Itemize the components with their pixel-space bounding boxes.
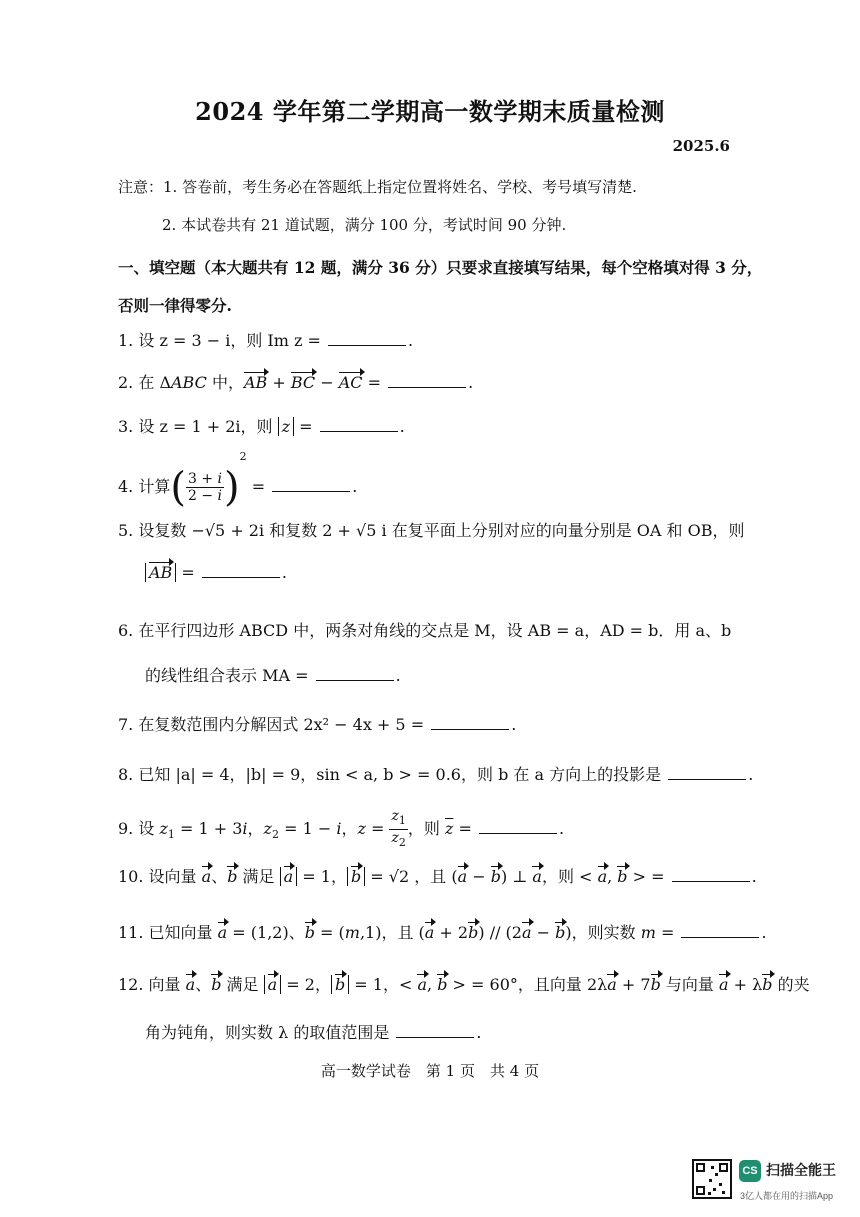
question-10: 10. 设向量 a、b 满足 a = 1， b = √2 ，且 (a − b) ⊥ a，则 < a, b > = . — [118, 867, 757, 886]
question-1: 1. 设 z = 3 − i，则 Im z = . — [118, 331, 414, 350]
question-number: 11. — [118, 923, 144, 942]
question-text: 已知 |a| = 4，|b| = 9，sin < a, b > = 0.6，则 b 在 a 方向上的投影是 — [138, 765, 662, 784]
answer-blank[interactable] — [316, 666, 394, 681]
question-number: 5. — [118, 521, 134, 540]
question-number: 4. — [118, 477, 134, 496]
question-5 — [118, 518, 745, 541]
notice-line-1: 注意：1. 答卷前，考生务必在答题纸上指定位置将姓名、学校、考号填写清楚. — [118, 178, 637, 196]
question-11: 11. 已知向量 a = (1,2)、b = (m,1)，且 (a + 2b) // (2a − b)，则实数 m = . — [118, 923, 767, 942]
qr-code-icon — [692, 1159, 732, 1199]
answer-blank[interactable] — [431, 715, 509, 730]
camscanner-tagline: 3亿人都在用的扫描App — [740, 1191, 834, 1201]
answer-blank[interactable] — [681, 923, 759, 938]
question-5-answer-line: AB = . — [145, 563, 287, 582]
question-4: 4. 计算( $\frac{3 + i}{2 - i}$ )$^2$ = . — [118, 450, 358, 511]
question-6 — [118, 618, 731, 641]
notice-line-2: 2. 本试卷共有 21 道试题，满分 100 分，考试时间 90 分钟. — [162, 216, 567, 234]
section-heading-line-2: 否则一律得零分. — [118, 296, 232, 315]
page-footer: 高一数学试卷 第 1 页 共 4 页 — [320, 1062, 540, 1080]
question-9: 9. 设 $z_1 = 1 + 3i$，$z_2 = 1 - i$，z = $\frac{z_1}{z_2}$ ，则 $\overline{z}$ = . — [118, 808, 565, 849]
question-text: 角为钝角，则实数 λ 的取值范围是 — [145, 1023, 390, 1042]
question-number: 2. — [118, 373, 134, 392]
answer-blank[interactable] — [202, 563, 280, 578]
question-number: 6. — [118, 621, 134, 640]
answer-blank[interactable] — [396, 1023, 474, 1038]
exam-date: 2025.6 — [672, 137, 730, 155]
answer-blank[interactable] — [320, 417, 398, 432]
answer-blank[interactable] — [272, 477, 350, 492]
question-text: 设复数 −√5 + 2i 和复数 2 + √5 i 在复平面上分别对应的向量分别是 OA 和 OB，则 — [138, 521, 745, 540]
answer-blank[interactable] — [388, 373, 466, 388]
question-text: 设 z = 3 − i，则 Im z = — [138, 331, 327, 350]
question-number: 8. — [118, 765, 134, 784]
answer-blank[interactable] — [328, 331, 406, 346]
question-3: 3. 设 z = 1 + 2i，则 z = . — [118, 417, 405, 436]
question-12-line-2: 角为钝角，则实数 λ 的取值范围是 . — [145, 1023, 482, 1042]
section-heading-line-1: 一、填空题（本大题共有 12 题，满分 36 分）只要求直接填写结果，每个空格填对得 3 分， — [118, 258, 763, 277]
question-number: 12. — [118, 975, 144, 994]
question-8: 8. 已知 |a| = 4，|b| = 9，sin < a, b > = 0.6，则 b 在 a 方向上的投影是 . — [118, 765, 754, 784]
question-number: 1. — [118, 331, 134, 350]
camscanner-name: 扫描全能王 — [766, 1162, 836, 1178]
answer-blank[interactable] — [672, 867, 750, 882]
question-text: 的线性组合表示 MA = — [145, 666, 314, 685]
question-12: 12. 向量 a、b 满足 a = 2， b = 1，< a, b > = 60°，且向量 2λa + 7b 与向量 a + λb 的夹 — [118, 975, 810, 994]
question-2: 2. 在 ΔABC 中，AB + BC − AC = . — [118, 373, 474, 392]
question-7: 7. 在复数范围内分解因式 2x² − 4x + 5 = . — [118, 715, 517, 734]
question-number: 10. — [118, 867, 144, 886]
question-number: 7. — [118, 715, 134, 734]
question-6-line-2: 的线性组合表示 MA = . — [145, 666, 401, 685]
camscanner-logo-icon: CS — [739, 1160, 761, 1182]
question-number: 3. — [118, 417, 134, 436]
question-number: 9. — [118, 818, 134, 838]
answer-blank[interactable] — [668, 765, 746, 780]
page-title: 2024 学年第二学期高一数学期末质量检测 — [195, 97, 665, 126]
answer-blank[interactable] — [479, 819, 557, 834]
question-text: 在复数范围内分解因式 2x² − 4x + 5 = — [138, 715, 430, 734]
question-text: 在平行四边形 ABCD 中，两条对角线的交点是 M，设 AB = a，AD = b．用 a、b — [138, 621, 732, 640]
